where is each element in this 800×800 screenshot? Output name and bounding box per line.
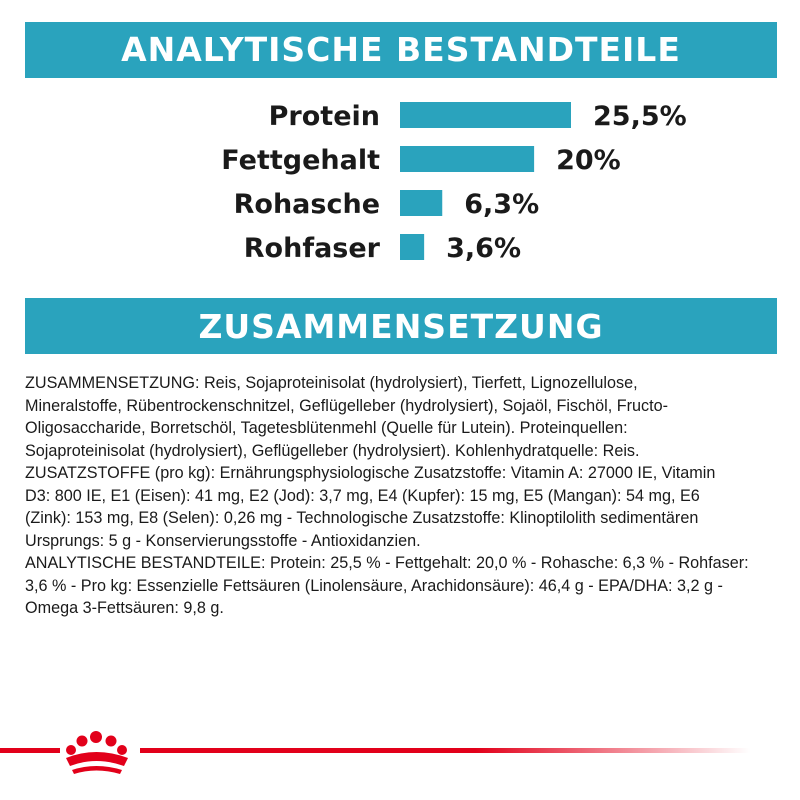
- footer-line-left: [0, 748, 60, 753]
- value-label-0: 25,5%: [593, 101, 687, 132]
- analytic-bar-chart: [0, 90, 800, 280]
- value-label-1: 20%: [556, 145, 621, 176]
- footer-line-right: [140, 748, 750, 753]
- category-label-1: Fettgehalt: [221, 145, 380, 176]
- composition-title-banner: ZUSAMMENSETZUNG: [25, 298, 777, 354]
- royal-canin-crown-icon: [66, 731, 128, 774]
- footer-band: [0, 726, 800, 776]
- composition-text: ZUSAMMENSETZUNG: Reis, Sojaproteinisolat (hydrolysiert), Tierfett, Lignozellulose, Mineralstoffe, Rübentrockenschnitzel, Geflügelleber (hydrolysiert), Sojaöl, Fischöl, Fructo- Oligosaccharide, Borretschöl, Tagetesblütenmehl (Quelle für Lutein). Proteinquellen: Sojaproteinisolat (hydrolysiert), Geflügelleber (hydrolysiert). Kohlenhydratquelle: Reis. ZUSATZSTOFFE (pro kg): Ernährungsphysiologische Zusatzstoffe: Vitamin A: 27000 IE, Vitamin D3: 800 IE, E1 (Eisen): 41 mg, E2 (Jod): 3,7 mg, E4 (Kupfer): 15 mg, E5 (Mangan): 54 mg, E6 (Zink): 153 mg, E8 (Selen): 0,26 mg - Technologische Zusatzstoffe: Klinoptilolith sedimentären Ursprungs: 5 g - Konservierungsstoffe - Antioxidanzien. ANALYTISCHE BESTANDTEILE: Protein: 25,5 % - Fettgehalt: 20,0 % - Rohasche: 6,3 % - Rohfaser: 3,6 % - Pro kg: Essenzielle Fettsäuren (Linolensäure, Arachidonsäure): 46,4 g - EPA/DHA: 3,2 g - Omega 3-Fettsäuren: 9,8 g.: [25, 374, 749, 617]
- bar-2: [400, 190, 442, 216]
- bar-1: [400, 146, 534, 172]
- category-label-0: Protein: [268, 101, 380, 132]
- bar-0: [400, 102, 571, 128]
- category-label-2: Rohasche: [233, 189, 380, 220]
- value-label-3: 3,6%: [446, 233, 522, 264]
- category-label-3: Rohfaser: [243, 233, 380, 264]
- analytic-title-banner: ANALYTISCHE BESTANDTEILE: [25, 22, 777, 78]
- bar-3: [400, 234, 424, 260]
- value-label-2: 6,3%: [464, 189, 540, 220]
